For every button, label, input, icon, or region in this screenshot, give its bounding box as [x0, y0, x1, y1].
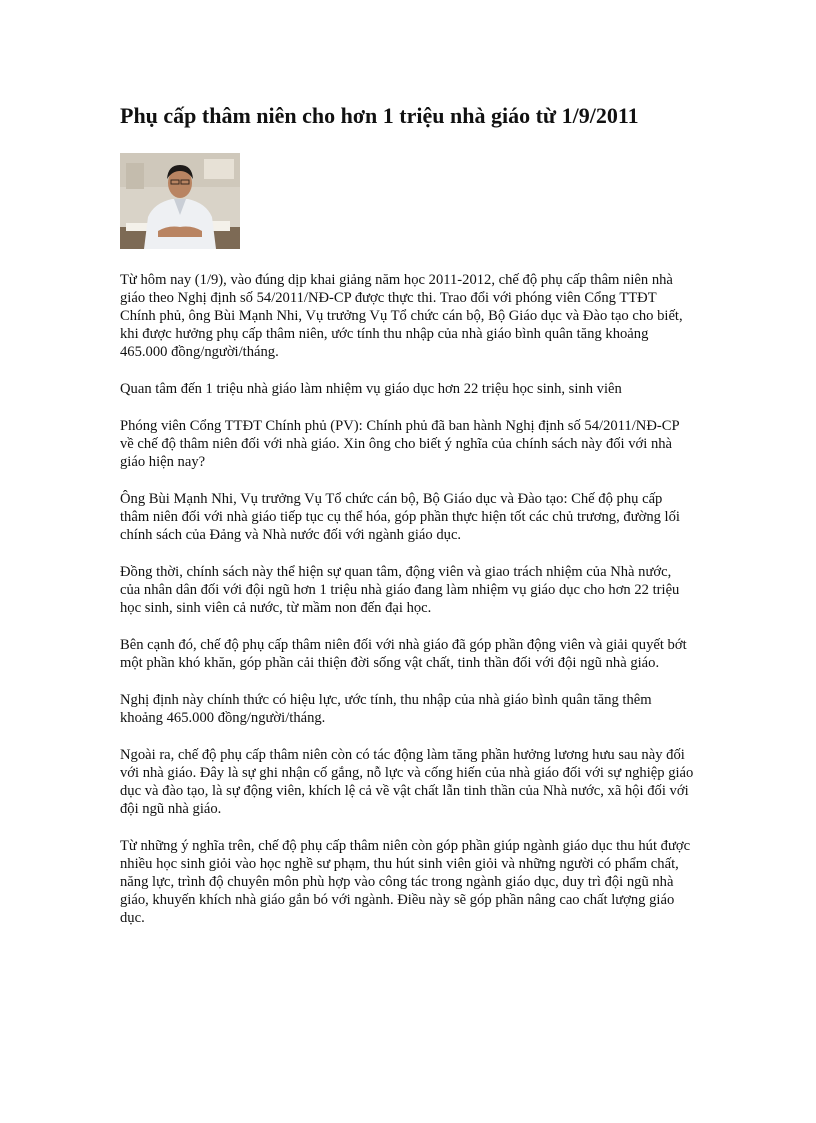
paragraph-5: Đồng thời, chính sách này thể hiện sự quan tâm, động viên và giao trách nhiệm của Nhà nước, của nhân dân đối với đội ngũ hơn 1 triệu nhà giáo đang làm nhiệm vụ giáo dục cho hơn 22 triệu học sinh, sinh viên cả nước, từ mầm non đến đại học.: [120, 564, 680, 616]
paragraph-6: Bên cạnh đó, chế độ phụ cấp thâm niên đối với nhà giáo đã góp phần động viên và giải quyết bớt một phần khó khăn, góp phần cải thiện đời sống vật chất, tinh thần đối với đội ngũ nhà giáo.: [120, 637, 687, 671]
portrait-photo-svg: [120, 153, 240, 249]
paragraph-2: Quan tâm đến 1 triệu nhà giáo làm nhiệm vụ giáo dục hơn 22 triệu học sinh, sinh viên: [120, 381, 622, 397]
article-title: Phụ cấp thâm niên cho hơn 1 triệu nhà giáo từ 1/9/2011: [120, 103, 639, 128]
paragraph-3: Phóng viên Cổng TTĐT Chính phủ (PV): Chính phủ đã ban hành Nghị định số 54/2011/NĐ-CP về chế độ thâm niên đối với nhà giáo. Xin ông cho biết ý nghĩa của chính sách này đối với nhà giáo hiện nay?: [120, 418, 680, 470]
paragraph-7: Nghị định này chính thức có hiệu lực, ước tính, thu nhập của nhà giáo bình quân tăng thêm khoảng 465.000 đồng/người/tháng.: [120, 692, 652, 726]
portrait-photo-icon: [120, 153, 240, 249]
article-body: [120, 271, 695, 946]
paragraph-1: Từ hôm nay (1/9), vào đúng dịp khai giảng năm học 2011-2012, chế độ phụ cấp thâm niên nhà giáo theo Nghị định số 54/2011/NĐ-CP được thực thi. Trao đổi với phóng viên Cổng TTĐT Chính phủ, ông Bùi Mạnh Nhi, Vụ trưởng Vụ Tổ chức cán bộ, Bộ Giáo dục và Đào tạo cho biết, khi được hưởng phụ cấp thâm niên, ước tính thu nhập của nhà giáo bình quân tăng khoảng 465.000 đồng/người/tháng.: [120, 272, 683, 360]
paragraph-9: Từ những ý nghĩa trên, chế độ phụ cấp thâm niên còn góp phần giúp ngành giáo dục thu hút được nhiều học sinh giỏi vào học nghề sư phạm, thu hút sinh viên giỏi và những người có phẩm chất, năng lực, trình độ chuyên môn phù hợp vào công tác trong ngành giáo dục, duy trì đội ngũ nhà giáo, khuyến khích nhà giáo gắn bó với ngành. Điều này sẽ góp phần nâng cao chất lượng giáo dục.: [120, 838, 691, 926]
paragraph-8: Ngoài ra, chế độ phụ cấp thâm niên còn có tác động làm tăng phần hưởng lương hưu sau này đối với nhà giáo. Đây là sự ghi nhận cố gắng, nỗ lực và cống hiến của nhà giáo đối với sự nghiệp giáo dục và đào tạo, là sự động viên, khích lệ cả về vật chất lẫn tinh thần của Nhà nước, xã hội đối với đội ngũ nhà giáo.: [120, 747, 694, 817]
paragraph-4: Ông Bùi Mạnh Nhi, Vụ trưởng Vụ Tổ chức cán bộ, Bộ Giáo dục và Đào tạo: Chế độ phụ cấp thâm niên đối với nhà giáo tiếp tục cụ thể hóa, góp phần thực hiện tốt các chủ trương, đường lối chính sách của Đảng và Nhà nước đối với ngành giáo dục.: [120, 491, 680, 543]
